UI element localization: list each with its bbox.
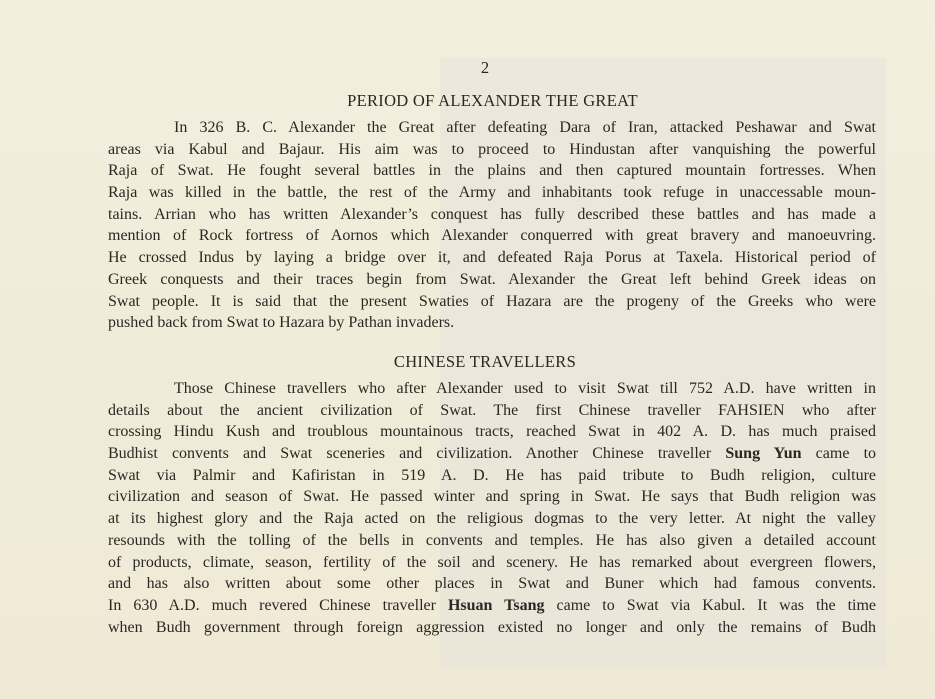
text-segment: came to [815,445,876,463]
text-segment: Budhist convents and Swat sceneries and civilization. Another Chinese traveller [108,445,712,463]
text-line: Raja was killed in the battle, the rest of the Army and inhabitants took refuge in unaccessable moun- [108,184,876,202]
text-line: In 326 B. C. Alexander the Great after defeating Dara of Iran, attacked Peshawar and Swat [174,119,876,136]
section-heading-chinese-travellers: CHINESE TRAVELLERS [393,352,577,371]
paragraph-chinese-travellers [108,378,876,638]
text-line: and has also written about some other places in Swat and Buner which had famous convents. [108,575,876,593]
traveller-name-sung-yun: Sung Yun [725,445,802,463]
text-line: details about the ancient civilization of Swat. The first Chinese traveller FAHSIEN who after [108,401,876,419]
text-line [108,443,876,465]
text-line: He crossed Indus by laying a bridge over it, and defeated Raja Porus at Taxela. Historical period of [108,249,876,267]
traveller-name-hsuan-tsang: Hsuan Tsang [447,596,545,614]
text-line: mention of Rock fortress of Aornos which Alexander conquerred with great bravery and manoeuvring. [108,227,876,245]
text-line: Raja of Swat. He fought several battles in the plains and then captured mountain fortresses. When [108,162,876,180]
text-segment: came to Swat via Kabul. It was the time [556,596,876,614]
text-line [108,595,876,617]
text-line: crossing Hindu Kush and troublous mountainous tracts, reached Swat in 402 A. D. has much praised [108,423,876,441]
paragraph-alexander [108,117,876,334]
page-number: 2 [480,58,490,77]
section-heading-alexander: PERIOD OF ALEXANDER THE GREAT [347,91,638,110]
text-line: at its highest glory and the Raja acted on the religious dogmas to the very letter. At night the valley [108,510,876,528]
text-line: pushed back from Swat to Hazara by Pathan invaders. [108,314,455,332]
text-line: Greek conquests and their traces begin from Swat. Alexander the Great left behind Greek ideas on [108,270,876,288]
text-line: areas via Kabul and Bajaur. His aim was to proceed to Hindustan after vanquishing the powerful [108,140,876,158]
text-line: when Budh government through foreign aggression existed no longer and only the remains of Budh [108,618,876,636]
text-line: of products, climate, season, fertility of the soil and scenery. He has remarked about evergreen flowers, [108,553,876,571]
text-segment: In 630 A.D. much revered Chinese traveller [108,596,436,614]
text-line: Swat via Palmir and Kafiristan in 519 A. D. He has paid tribute to Budh religion, culture [108,466,876,484]
text-line: Swat people. It is said that the present Swaties of Hazara are the progeny of the Greeks who were [108,292,876,310]
text-line: civilization and season of Swat. He passed winter and spring in Swat. He says that Budh religion was [108,488,876,506]
text-line: resounds with the tolling of the bells in convents and temples. He has also given a detailed account [108,531,876,549]
text-line: tains. Arrian who has written Alexander’s conquest has fully described these battles and has made a [108,205,876,223]
text-line: Those Chinese travellers who after Alexander used to visit Swat till 752 A.D. have written in [174,380,876,397]
